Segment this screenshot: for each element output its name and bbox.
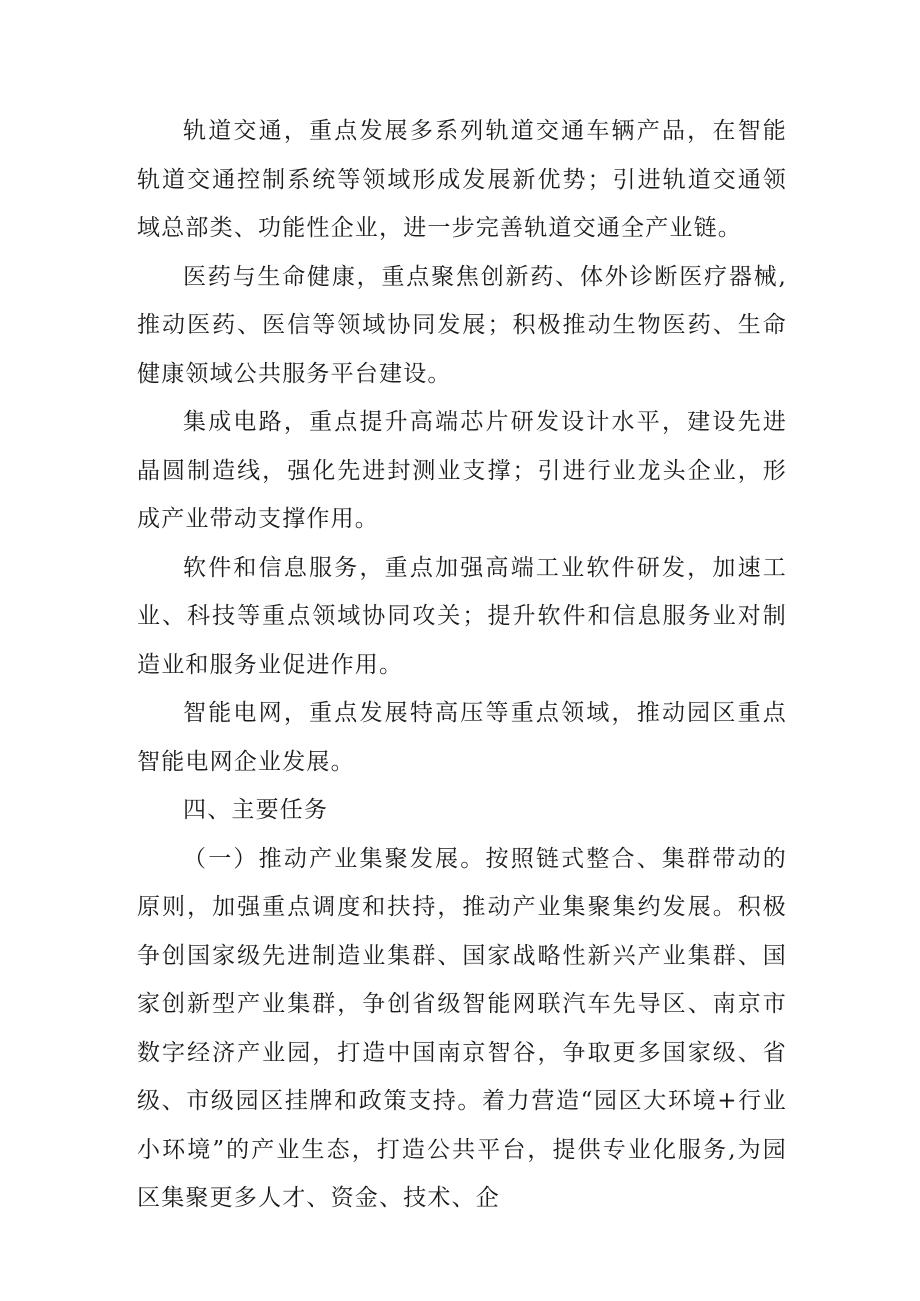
- paragraph-integrated-circuit: 集成电路，重点提升高端芯片研发设计水平，建设先进晶圆制造线，强化先进封测业支撑；引进行业龙头企业，形成产业带动支撑作用。: [137, 409, 787, 532]
- paragraph-task-one: （一）推动产业集聚发展。按照链式整合、集群带动的原则，加强重点调度和扶持，推动产业集聚集约发展。积极争创国家级先进制造业集群、国家战略性新兴产业集群、国家创新型产业集群，争创省级智能网联汽车先导区、南京市数字经济产业园，打造中国南京智谷，争取更多国家级、省级、市级园区挂牌和政策支持。着力营造“园区大环境+行业小环境”的产业生态，打造公共平台，提供专业化服务,为园区集聚更多人才、资金、技术、企: [137, 845, 787, 1211]
- section-heading: 四、主要任务: [183, 797, 329, 823]
- paragraph-smart-grid: 智能电网，重点发展特高压等重点领域，推动园区重点智能电网企业发展。: [137, 700, 787, 775]
- paragraph-software-services: 软件和信息服务，重点加强高端工业软件研发，加速工业、科技等重点领域协同攻关；提升软件和信息服务业对制造业和服务业促进作用。: [137, 554, 787, 678]
- paragraph-medicine-health: 医药与生命健康，重点聚焦创新药、体外诊断医疗器械,推动医药、医信等领域协同发展；积极推动生物医药、生命健康领域公共服务平台建设。: [137, 263, 787, 387]
- document-body: [137, 107, 787, 1223]
- paragraph-rail-transit: 轨道交通，重点发展多系列轨道交通车辆产品，在智能轨道交通控制系统等领域形成发展新优势；引进轨道交通领域总部类、功能性企业，进一步完善轨道交通全产业链。: [137, 118, 787, 241]
